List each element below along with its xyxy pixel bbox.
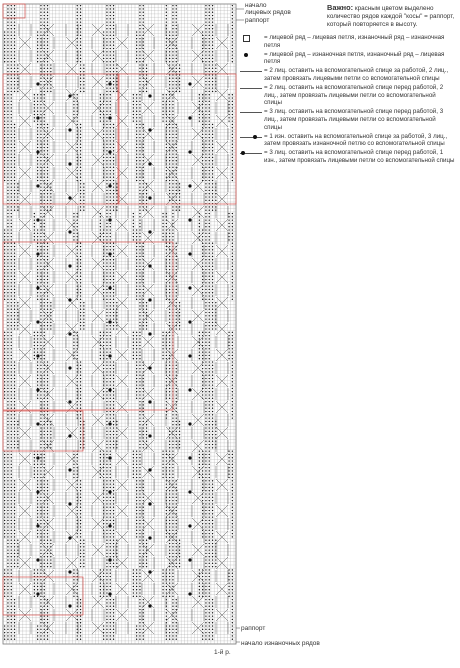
note-text: красным цветом выделено количество рядов каждой "косы" = раппорт, который повторяется в высоту.: [327, 5, 455, 29]
legend-item: [240, 149, 455, 165]
dot-icon: [240, 51, 264, 61]
legend-item: [240, 84, 455, 107]
cable-2x2-back-icon: [240, 67, 264, 77]
note-heading: Важно:: [327, 3, 354, 12]
legend-item: [240, 34, 455, 50]
cable-3x3-front-icon: [240, 108, 264, 118]
legend-text: = 3 лиц. оставить на вспомогательной спице перед работой, 1 изн., затем провязать лицевыми петли со вспомогательной спицы: [264, 149, 455, 164]
square-icon: [240, 34, 264, 44]
legend-item: [240, 108, 455, 131]
first-row-label: 1-й р.: [214, 649, 231, 656]
cable-3x1p-front-icon: [240, 149, 264, 159]
rapport-top-label: раппорт: [245, 17, 270, 24]
rapport-bottom-label: раппорт: [241, 625, 266, 632]
legend-item: [240, 67, 455, 83]
legend-text: = лицевой ряд – изнаночная петля, изнаночный ряд – лицевая петля: [264, 50, 445, 66]
cable-1p3-back-icon: [240, 133, 264, 143]
start-front-rows-label: начало лицевых рядов: [245, 2, 291, 16]
legend: [240, 34, 455, 166]
legend-item: [240, 133, 455, 149]
legend-text: = 3 лиц. оставить на вспомогательной спице перед работой, 3 лиц., затем провязать лицевыми петли со вспомогательной спицы: [264, 108, 444, 131]
legend-text: = 1 изн. оставить на вспомогательной спице за работой, 3 лиц., затем провязать изнаночной петлю со вспомогательной спицы: [264, 132, 448, 148]
legend-text: = 2 лиц. оставить на вспомогательной спице за работой, 2 лиц., затем провязать лицевыми петли со вспомогательной спицы: [264, 67, 449, 82]
legend-text: = лицевой ряд – лицевая петля, изнаночный ряд – изнаночная петля: [264, 34, 445, 49]
important-note: [327, 4, 455, 30]
legend-text: = 2 лиц. оставить на вспомогательной спице перед работой, 2 лиц., затем провязать лицевыми петли со вспомогательной спицы: [264, 83, 444, 107]
start-back-rows-label: начало изнаночных рядов: [241, 640, 320, 647]
legend-item: [240, 51, 455, 67]
cable-2x2-front-icon: [240, 84, 264, 94]
